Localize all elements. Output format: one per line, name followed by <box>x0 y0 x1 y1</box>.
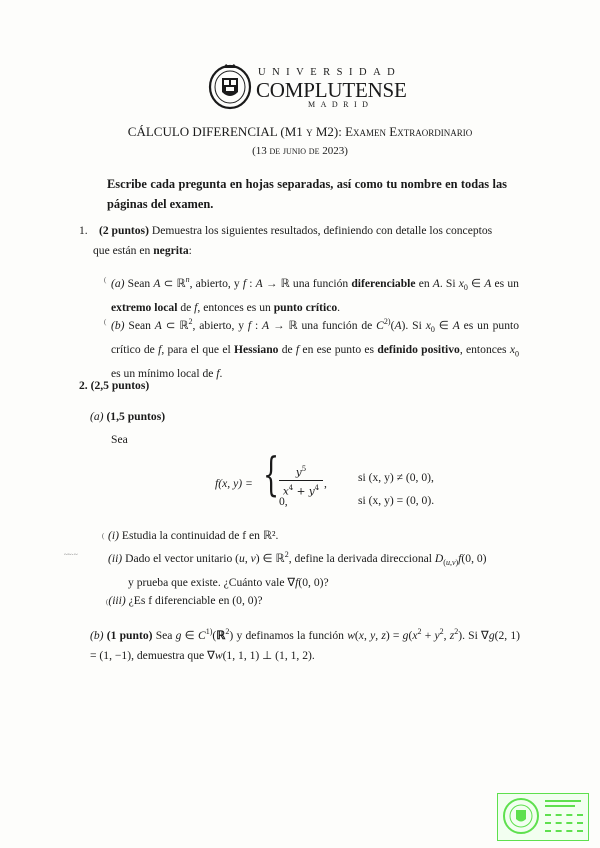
exam-date: (13 de junio de 2023) <box>252 145 348 157</box>
question-2a-i: ( (i) Estudia la continuidad de f en ℝ². <box>102 529 279 542</box>
stamp-seal-icon <box>502 797 540 835</box>
condition-zero: si (x, y) = (0, 0). <box>358 494 435 507</box>
exam-title: CÁLCULO DIFERENCIAL (M1 y M2): Examen Extraordinario <box>127 124 473 139</box>
question-2-header: 2. (2,5 puntos) <box>79 379 150 392</box>
question-2a-header: (a) (1,5 puntos) <box>90 410 166 423</box>
question-1-intro: 1. (2 puntos) Demuestra los siguientes resultados, definiendo con detalle los conceptos que están en negrita: <box>79 224 493 257</box>
question-2b: (b) (1 punto) Sea g ∈ $C^{1)}(ℝ^2)$ y definamos la función w(x, y, $z) = g(x^2 + y^2$, $z^2$). Si ∇g(2, 1) = (1, −1), demuestra que ∇w(1, 1, 1) ⊥ (1, 1, 2). <box>90 627 521 662</box>
university-top-text: UNIVERSIDAD <box>258 67 402 78</box>
fraction: $\frac{y^5}{x^4 + y^4}$ <box>279 462 323 498</box>
question-2a-ii: ~~·~ (ii) Dado el vector unitario (u, v) ∈ ℝ$^2$, define la derivada direccional $D_{(u,v)}f(0$, 0) y prueba que existe. ¿Cuánto vale ∇f(0, 0)? <box>64 550 487 590</box>
question-2a-iii: ((iii) ¿Es f diferenciable en (0, 0)? <box>106 594 263 607</box>
fraction-comma: , <box>324 477 327 490</box>
piecewise-zero: 0, <box>279 495 288 508</box>
condition-nonzero: si (x, y) ≠ (0, 0), <box>358 471 434 484</box>
registry-stamp <box>497 793 589 841</box>
university-city: MADRID <box>308 100 374 109</box>
question-1a: ( (a) Sean A ⊂ ℝ$^n$, abierto, y f : A → ℝ una función diferenciable en A. Si $x_0$ ∈ A es un extremo local de f, entonces es un punto crítico. <box>104 275 519 315</box>
function-lhs: f(x, y) = <box>215 477 253 490</box>
piecewise-brace: { <box>263 447 280 501</box>
question-1b: ( (b) Sean A ⊂ ℝ$^2$, abierto, y f : A → ℝ una función de $C^{2)}(A)$. Si $x_0$ ∈ A es un punto crítico de f, para el que el Hessiano de f en ese punto es definido positivo, entonces $x_0$ es un mínimo local de f. <box>104 317 520 381</box>
university-seal-logo <box>208 62 252 110</box>
university-name: COMPLUTENSE <box>256 78 407 102</box>
question-2a-sea: Sea <box>111 433 128 446</box>
exam-instructions: Escribe cada pregunta en hojas separadas, así como tu nombre en todas las páginas del examen. <box>107 177 507 211</box>
